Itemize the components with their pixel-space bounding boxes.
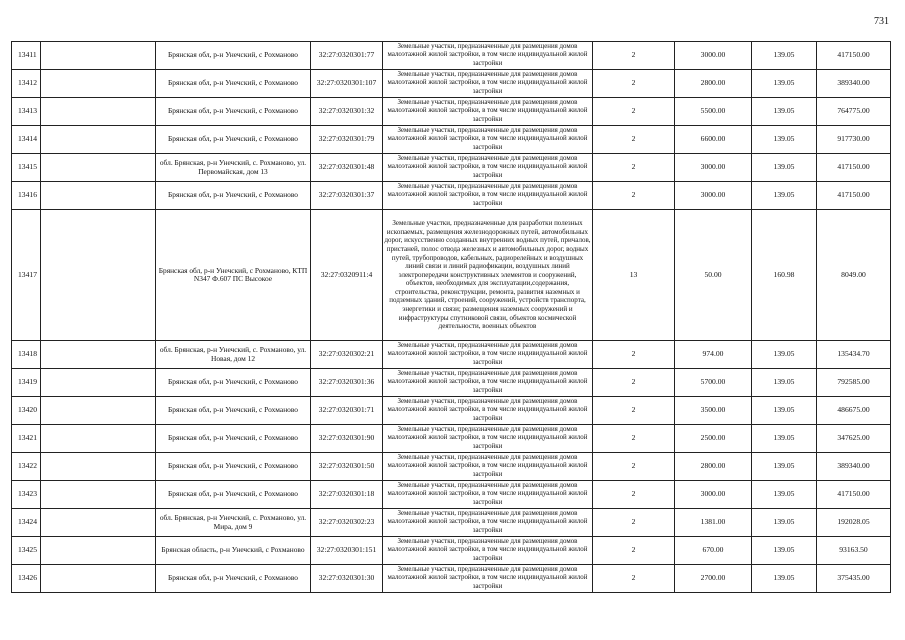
cadastral-value-cell: 764775.00 xyxy=(817,98,891,126)
address-cell: Брянская обл, р-н Унечский, с Рохманово xyxy=(156,425,311,453)
address-cell: Брянская обл, р-н Унечский, с Рохманово xyxy=(156,42,311,70)
row-number-cell: 13426 xyxy=(12,565,41,593)
area-cell: 2500.00 xyxy=(675,425,752,453)
address-cell: Брянская обл, р-н Унечский, с Рохманово xyxy=(156,397,311,425)
row-number-cell: 13421 xyxy=(12,425,41,453)
cadastral-value-cell: 8049.00 xyxy=(817,210,891,341)
cadastral-number-cell: 32:27:0320301:36 xyxy=(311,369,383,397)
group-cell: 2 xyxy=(593,509,675,537)
land-use-cell: Земельные участки, предназначенные для размещения домов малоэтажной жилой застройки, в том числе индивидуальной жилой застройки xyxy=(383,509,593,537)
empty-cell xyxy=(41,126,156,154)
cadastral-number-cell: 32:27:0320301:37 xyxy=(311,182,383,210)
cadastral-number-cell: 32:27:0320302:23 xyxy=(311,509,383,537)
empty-cell xyxy=(41,453,156,481)
cadastral-value-cell: 135434.70 xyxy=(817,341,891,369)
cadastral-number-cell: 32:27:0320301:32 xyxy=(311,98,383,126)
rate-cell: 139.05 xyxy=(752,509,817,537)
cadastral-value-cell: 417150.00 xyxy=(817,154,891,182)
group-cell: 2 xyxy=(593,481,675,509)
rate-cell: 139.05 xyxy=(752,126,817,154)
cadastral-value-cell: 347625.00 xyxy=(817,425,891,453)
group-cell: 2 xyxy=(593,397,675,425)
area-cell: 974.00 xyxy=(675,341,752,369)
address-cell: Брянская обл, р-н Унечский, с Рохманово xyxy=(156,565,311,593)
group-cell: 2 xyxy=(593,42,675,70)
address-cell: Брянская обл, р-н Унечский, с Рохманово xyxy=(156,369,311,397)
land-use-cell: Земельные участки, предназначенные для размещения домов малоэтажной жилой застройки, в том числе индивидуальной жилой застройки xyxy=(383,182,593,210)
rate-cell: 139.05 xyxy=(752,369,817,397)
address-cell: Брянская обл, р-н Унечский, с Рохманово xyxy=(156,453,311,481)
empty-cell xyxy=(41,565,156,593)
address-cell: Брянская обл, р-н Унечский, с Рохманово xyxy=(156,481,311,509)
page-number: 731 xyxy=(874,16,889,27)
row-number-cell: 13417 xyxy=(12,210,41,341)
empty-cell xyxy=(41,42,156,70)
area-cell: 2800.00 xyxy=(675,70,752,98)
area-cell: 2800.00 xyxy=(675,453,752,481)
row-number-cell: 13420 xyxy=(12,397,41,425)
row-number-cell: 13424 xyxy=(12,509,41,537)
empty-cell xyxy=(41,182,156,210)
table-row xyxy=(12,341,891,369)
group-cell: 2 xyxy=(593,126,675,154)
rate-cell: 139.05 xyxy=(752,565,817,593)
empty-cell xyxy=(41,98,156,126)
group-cell: 2 xyxy=(593,98,675,126)
cadastral-number-cell: 32:27:0320301:50 xyxy=(311,453,383,481)
area-cell: 3000.00 xyxy=(675,42,752,70)
rate-cell: 139.05 xyxy=(752,182,817,210)
land-use-cell: Земельные участки, предназначенные для разработки полезных ископаемых, размещения железнодорожных путей, автомобильных дорог, искусственно созданных внутренних водных путей, причалов, пристаней, полос отвода железных и автомобильных дорог, водных путей, трубопроводов, кабельных, радиорелейных и воздушных линий связи и линий радиофикации, воздушных линий электропередачи конструктивных элементов и сооружений, объектов, необходимых для эксплуатации,содержания, строительства, реконструкции, ремонта, развития наземных и подземных зданий, строений, сооружений, устройств транспорта, энергетики и связи; размещения наземных сооружений и инфраструктуры спутниковой связи, объектов космической деятельности, военных объектов xyxy=(383,210,593,341)
group-cell: 2 xyxy=(593,425,675,453)
land-use-cell: Земельные участки, предназначенные для размещения домов малоэтажной жилой застройки, в том числе индивидуальной жилой застройки xyxy=(383,565,593,593)
cadastral-value-cell: 375435.00 xyxy=(817,565,891,593)
table-row xyxy=(12,481,891,509)
cadastral-number-cell: 32:27:0320301:48 xyxy=(311,154,383,182)
table-row xyxy=(12,70,891,98)
land-use-cell: Земельные участки, предназначенные для размещения домов малоэтажной жилой застройки, в том числе индивидуальной жилой застройки xyxy=(383,453,593,481)
cadastral-value-cell: 417150.00 xyxy=(817,481,891,509)
area-cell: 670.00 xyxy=(675,537,752,565)
area-cell: 5500.00 xyxy=(675,98,752,126)
empty-cell xyxy=(41,397,156,425)
table-row xyxy=(12,98,891,126)
rate-cell: 139.05 xyxy=(752,537,817,565)
land-use-cell: Земельные участки, предназначенные для размещения домов малоэтажной жилой застройки, в том числе индивидуальной жилой застройки xyxy=(383,70,593,98)
area-cell: 5700.00 xyxy=(675,369,752,397)
table-row xyxy=(12,509,891,537)
cadastral-number-cell: 32:27:0320302:21 xyxy=(311,341,383,369)
cadastral-value-cell: 389340.00 xyxy=(817,453,891,481)
address-cell: обл. Брянская, р-н Унечский, с. Рохманово, ул. Первомайская, дом 13 xyxy=(156,154,311,182)
row-number-cell: 13415 xyxy=(12,154,41,182)
area-cell: 3000.00 xyxy=(675,182,752,210)
area-cell: 2700.00 xyxy=(675,565,752,593)
land-use-cell: Земельные участки, предназначенные для размещения домов малоэтажной жилой застройки, в том числе индивидуальной жилой застройки xyxy=(383,98,593,126)
row-number-cell: 13418 xyxy=(12,341,41,369)
cadastral-number-cell: 32:27:0320301:77 xyxy=(311,42,383,70)
rate-cell: 139.05 xyxy=(752,481,817,509)
cadastral-number-cell: 32:27:0320301:151 xyxy=(311,537,383,565)
cadastral-value-cell: 792585.00 xyxy=(817,369,891,397)
land-use-cell: Земельные участки, предназначенные для размещения домов малоэтажной жилой застройки, в том числе индивидуальной жилой застройки xyxy=(383,154,593,182)
table-row xyxy=(12,425,891,453)
land-use-cell: Земельные участки, предназначенные для размещения домов малоэтажной жилой застройки, в том числе индивидуальной жилой застройки xyxy=(383,425,593,453)
row-number-cell: 13425 xyxy=(12,537,41,565)
cadastral-value-cell: 93163.50 xyxy=(817,537,891,565)
rate-cell: 139.05 xyxy=(752,154,817,182)
cadastral-number-cell: 32:27:0320301:18 xyxy=(311,481,383,509)
area-cell: 50.00 xyxy=(675,210,752,341)
cadastral-number-cell: 32:27:0320301:90 xyxy=(311,425,383,453)
land-use-cell: Земельные участки, предназначенные для размещения домов малоэтажной жилой застройки, в том числе индивидуальной жилой застройки xyxy=(383,126,593,154)
area-cell: 3500.00 xyxy=(675,397,752,425)
rate-cell: 160.98 xyxy=(752,210,817,341)
rate-cell: 139.05 xyxy=(752,341,817,369)
cadastral-value-cell: 417150.00 xyxy=(817,42,891,70)
table-row xyxy=(12,42,891,70)
land-use-cell: Земельные участки, предназначенные для размещения домов малоэтажной жилой застройки, в том числе индивидуальной жилой застройки xyxy=(383,537,593,565)
table-row xyxy=(12,397,891,425)
rate-cell: 139.05 xyxy=(752,397,817,425)
row-number-cell: 13413 xyxy=(12,98,41,126)
cadastral-value-cell: 389340.00 xyxy=(817,70,891,98)
row-number-cell: 13416 xyxy=(12,182,41,210)
land-use-cell: Земельные участки, предназначенные для размещения домов малоэтажной жилой застройки, в том числе индивидуальной жилой застройки xyxy=(383,341,593,369)
row-number-cell: 13412 xyxy=(12,70,41,98)
address-cell: обл. Брянская, р-н Унечский, с. Рохманово, ул. Новая, дом 12 xyxy=(156,341,311,369)
table-row xyxy=(12,565,891,593)
empty-cell xyxy=(41,341,156,369)
table-row xyxy=(12,537,891,565)
row-number-cell: 13414 xyxy=(12,126,41,154)
cadastral-value-cell: 192028.05 xyxy=(817,509,891,537)
rate-cell: 139.05 xyxy=(752,98,817,126)
cadastral-number-cell: 32:27:0320301:71 xyxy=(311,397,383,425)
group-cell: 2 xyxy=(593,341,675,369)
cadastral-value-table xyxy=(11,41,891,593)
cadastral-number-cell: 32:27:0320301:107 xyxy=(311,70,383,98)
land-use-cell: Земельные участки, предназначенные для размещения домов малоэтажной жилой застройки, в том числе индивидуальной жилой застройки xyxy=(383,42,593,70)
table-row xyxy=(12,126,891,154)
empty-cell xyxy=(41,425,156,453)
cadastral-number-cell: 32:27:0320911:4 xyxy=(311,210,383,341)
cadastral-number-cell: 32:27:0320301:30 xyxy=(311,565,383,593)
cadastral-value-cell: 917730.00 xyxy=(817,126,891,154)
address-cell: Брянская область, р-н Унечский, с Рохманово xyxy=(156,537,311,565)
rate-cell: 139.05 xyxy=(752,425,817,453)
group-cell: 2 xyxy=(593,453,675,481)
address-cell: Брянская обл, р-н Унечский, с Рохманово xyxy=(156,70,311,98)
table-row xyxy=(12,154,891,182)
address-cell: Брянская обл, р-н Унечский, с Рохманово xyxy=(156,126,311,154)
row-number-cell: 13422 xyxy=(12,453,41,481)
rate-cell: 139.05 xyxy=(752,42,817,70)
area-cell: 3000.00 xyxy=(675,154,752,182)
group-cell: 2 xyxy=(593,565,675,593)
cadastral-number-cell: 32:27:0320301:79 xyxy=(311,126,383,154)
cadastral-value-cell: 486675.00 xyxy=(817,397,891,425)
address-cell: обл. Брянская, р-н Унечский, с. Рохманово, ул. Мира, дом 9 xyxy=(156,509,311,537)
area-cell: 3000.00 xyxy=(675,481,752,509)
row-number-cell: 13423 xyxy=(12,481,41,509)
table-row xyxy=(12,453,891,481)
row-number-cell: 13419 xyxy=(12,369,41,397)
empty-cell xyxy=(41,210,156,341)
address-cell: Брянская обл, р-н Унечский, с Рохманово xyxy=(156,98,311,126)
group-cell: 2 xyxy=(593,154,675,182)
land-use-cell: Земельные участки, предназначенные для размещения домов малоэтажной жилой застройки, в том числе индивидуальной жилой застройки xyxy=(383,369,593,397)
group-cell: 2 xyxy=(593,537,675,565)
group-cell: 2 xyxy=(593,369,675,397)
area-cell: 6600.00 xyxy=(675,126,752,154)
group-cell: 2 xyxy=(593,70,675,98)
empty-cell xyxy=(41,70,156,98)
rate-cell: 139.05 xyxy=(752,453,817,481)
empty-cell xyxy=(41,154,156,182)
table-body xyxy=(12,42,891,593)
land-use-cell: Земельные участки, предназначенные для размещения домов малоэтажной жилой застройки, в том числе индивидуальной жилой застройки xyxy=(383,481,593,509)
table-row xyxy=(12,182,891,210)
address-cell: Брянская обл, р-н Унечский, с Рохманово, КТП N347 Ф.607 ПС Высокое xyxy=(156,210,311,341)
table-row xyxy=(12,210,891,341)
empty-cell xyxy=(41,481,156,509)
address-cell: Брянская обл, р-н Унечский, с Рохманово xyxy=(156,182,311,210)
row-number-cell: 13411 xyxy=(12,42,41,70)
group-cell: 2 xyxy=(593,182,675,210)
empty-cell xyxy=(41,509,156,537)
area-cell: 1381.00 xyxy=(675,509,752,537)
cadastral-value-cell: 417150.00 xyxy=(817,182,891,210)
group-cell: 13 xyxy=(593,210,675,341)
rate-cell: 139.05 xyxy=(752,70,817,98)
empty-cell xyxy=(41,537,156,565)
land-use-cell: Земельные участки, предназначенные для размещения домов малоэтажной жилой застройки, в том числе индивидуальной жилой застройки xyxy=(383,397,593,425)
empty-cell xyxy=(41,369,156,397)
table-row xyxy=(12,369,891,397)
